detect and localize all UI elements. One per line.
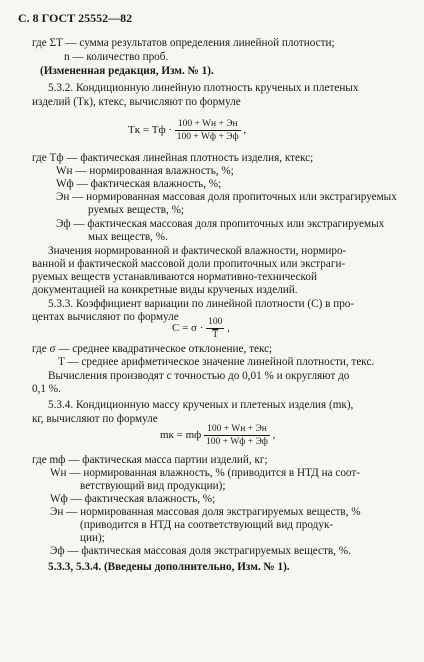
formula-variation-coefficient: C = σ · $\frac{100}{T}$ , <box>172 317 230 340</box>
formula-conditioned-density: Tк = Tф · $\frac{100 + Wн + Эн}{100 + Wф + Эф}$ , <box>128 119 247 142</box>
definition-e-f-2: Эф — фактическая массовая доля экстрагируемых веществ, %. <box>50 545 351 557</box>
formula-numerator: 100 <box>208 317 223 327</box>
definition-e-n-cont: руемых веществ, %; <box>88 204 185 216</box>
page-header: С. 8 ГОСТ 25552—82 <box>18 11 133 25</box>
definition-e-f: Эф — фактическая массовая доля пропиточных или экстрагируемых <box>56 218 385 230</box>
paragraph-moisture-2: ванной и фактической массовой доли пропиточных или экстраги- <box>32 258 346 270</box>
definition-t-f: где Tф — фактическая линейная плотность изделия, ктекс; <box>32 152 314 164</box>
section-5-3-2-text: 5.3.2. Кондиционную линейную плотность крученых и плетеных <box>48 82 359 94</box>
definition-m-f: где mф — фактическая масса партии изделий, кг; <box>32 454 268 466</box>
section-5-3-4-text: 5.3.4. Кондиционную массу крученых и плетеных изделия (mк), <box>48 399 354 411</box>
precision-note-cont: 0,1 %. <box>32 383 61 395</box>
definition-w-n-2-cont: ветствующий вид продукции); <box>80 480 226 492</box>
definition-e-n-2-cont-2: ции); <box>80 532 105 544</box>
section-5-3-4-text-cont: кг, вычисляют по формуле <box>32 413 158 425</box>
formula-numerator: 100 + Wн + Эн <box>175 118 241 131</box>
amendment-note-2: 5.3.3, 5.3.4. (Введены дополнительно, Изм. № 1). <box>48 561 290 573</box>
precision-note: Вычисления производят с точностью до 0,01 % и округляют до <box>48 370 350 382</box>
definition-t-mean: T — среднее арифметическое значение линейной плотности, текс. <box>58 356 375 368</box>
amendment-note-1: (Измененная редакция, Изм. № 1). <box>40 65 214 77</box>
formula-fraction <box>175 118 241 143</box>
formula-denominator: T <box>212 330 219 340</box>
definition-sum-t: где ΣT — сумма результатов определения линейной плотности; <box>32 37 335 49</box>
formula-denominator: 100 + Wф + Эф <box>176 132 239 142</box>
formula-conditioned-mass: mк = mф $\frac{100 + Wн + Эн}{100 + Wф + Эф}$ , <box>160 424 276 447</box>
definition-w-n: Wн — нормированная влажность, %; <box>56 165 234 177</box>
section-5-3-2-text-cont: изделий (Tк), ктекс, вычисляют по формуле <box>32 96 241 108</box>
formula-denominator: 100 + Wф + Эф <box>206 437 268 447</box>
formula-fraction <box>206 316 224 341</box>
formula-numerator: 100 + Wн + Эн <box>204 423 270 436</box>
definition-e-f-cont: мых веществ, %. <box>88 231 168 243</box>
formula-lhs: Tк = Tф · <box>128 124 173 137</box>
definition-e-n: Эн — нормированная массовая доля пропиточных или экстрагируемых <box>56 191 397 203</box>
section-5-3-3-text: 5.3.3. Коэффициент вариации по линейной плотности (C) в про- <box>48 298 355 310</box>
formula-lhs: mк = mф <box>160 429 202 442</box>
formula-lhs: C = σ · <box>172 322 204 335</box>
definition-w-f: Wф — фактическая влажность, %; <box>56 178 222 190</box>
definition-w-n-2: Wн — нормированная влажность, % (приводится в НТД на соот- <box>50 467 360 479</box>
paragraph-moisture-3: руемых веществ устанавливаются нормативно-технической <box>32 271 317 283</box>
definition-w-f-2: Wф — фактическая влажность, %; <box>50 493 216 505</box>
definition-n: n — количество проб. <box>64 51 169 63</box>
paragraph-moisture-4: документацией на конкретные виды крученых изделий. <box>32 284 298 296</box>
definition-sigma: где σ — среднее квадратическое отклонение, текс; <box>32 343 273 355</box>
formula-fraction <box>204 423 270 448</box>
definition-e-n-2: Эн — нормированная массовая доля экстрагируемых веществ, % <box>50 506 361 518</box>
paragraph-moisture: Значения нормированной и фактической влажности, нормиро- <box>48 245 347 257</box>
section-5-3-3-text-cont: центах вычисляют по формуле <box>32 311 179 323</box>
definition-e-n-2-cont: (приводится в НТД на соответствующий вид продук- <box>80 519 334 531</box>
